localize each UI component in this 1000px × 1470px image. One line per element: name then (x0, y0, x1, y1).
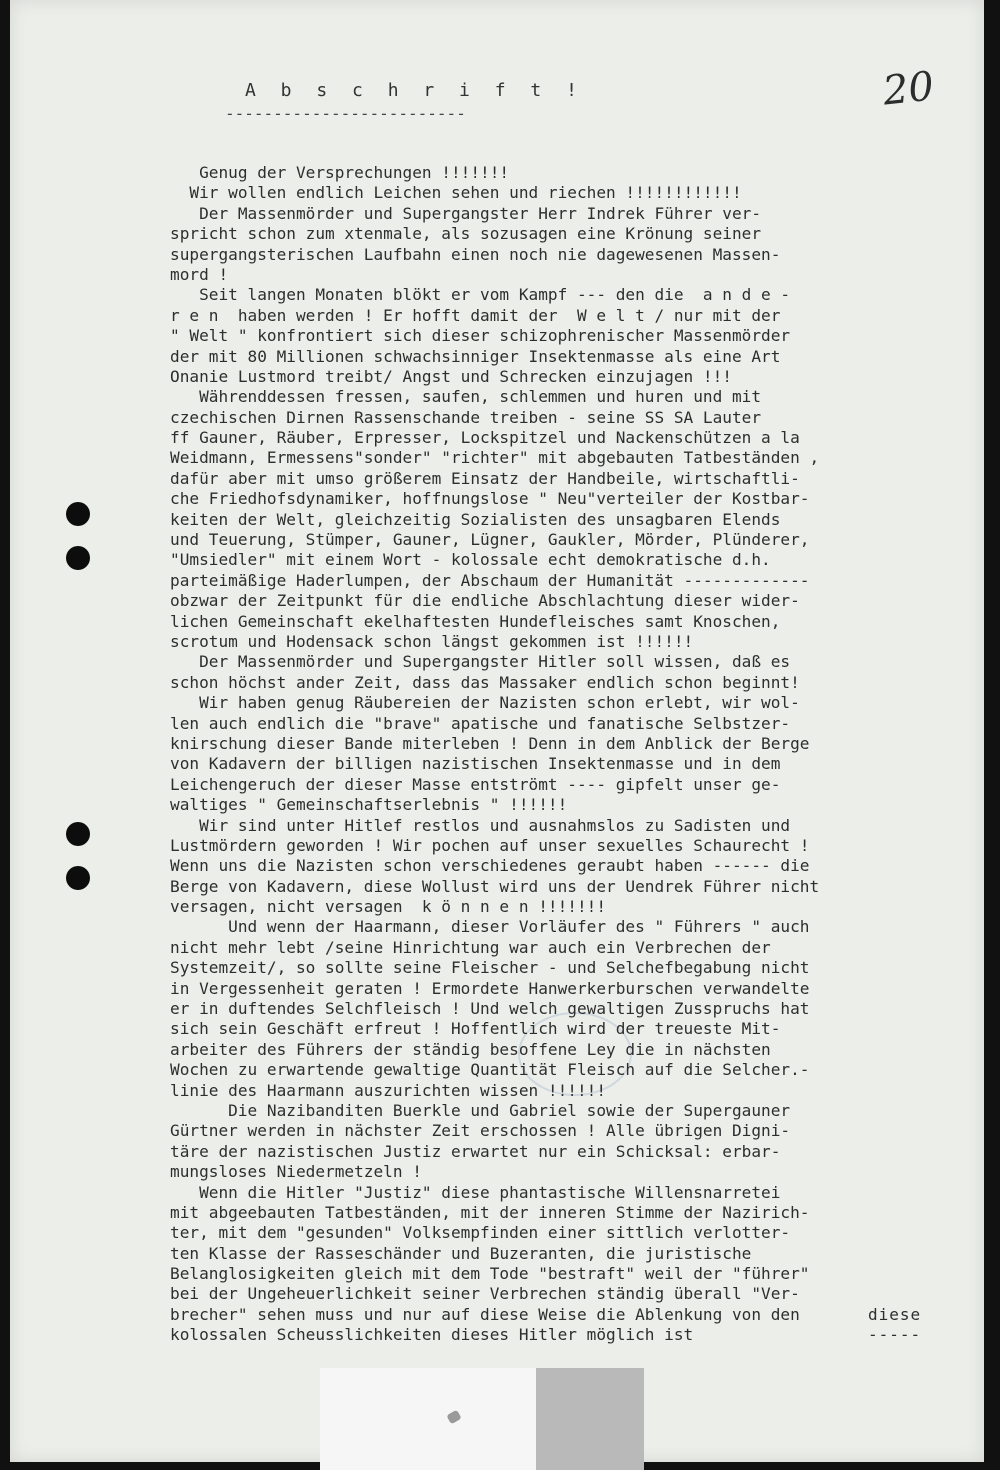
text-line: spricht schon zum xtenmale, als sozusagen eine Krönung seiner (170, 224, 762, 244)
text-line: parteimäßige Haderlumpen, der Abschaum der Humanität ------------- (170, 570, 810, 590)
document-title: A b s c h r i f t ! (245, 80, 584, 101)
text-line: Wir haben genug Räubereien der Nazisten schon erlebt, wir wol- (170, 693, 800, 713)
text-line: Seit langen Monaten blökt er vom Kampf --- den die a n d e - (170, 285, 791, 305)
text-line: Berge von Kadavern, diese Wollust wird uns der Uendrek Führer nicht (170, 876, 820, 896)
text-line: sich sein Geschäft erfreut ! Hoffentlich wird der treueste Mit- (170, 1019, 781, 1039)
text-line: mord ! (170, 264, 229, 284)
text-line: der mit 80 Millionen schwachsinniger Insektenmasse als eine Art (170, 346, 781, 366)
text-line: versagen, nicht versagen k ö n n e n !!!!!!! (170, 897, 607, 917)
text-line: mit abgeebauten Tatbeständen, mit der inneren Stimme der Nazirich- (170, 1202, 810, 1222)
catchword-text: diese (868, 1305, 922, 1324)
text-line: Weidmann, Ermessens"sonder" "richter" mit abgebauten Tatbeständen , (170, 448, 820, 468)
text-line: Belanglosigkeiten gleich mit dem Tode "bestraft" weil der "führer" (170, 1264, 810, 1284)
text-line: Die Nazibanditen Buerkle und Gabriel sowie der Supergauner (170, 1100, 791, 1120)
text-line: Währenddessen fressen, saufen, schlemmen und huren und mit (170, 387, 762, 407)
punch-hole (66, 866, 90, 890)
text-line: Wenn die Hitler "Justiz" diese phantastische Willensnarretei (170, 1182, 781, 1202)
catchword-underline: ----- (868, 1325, 922, 1344)
text-line: keiten der Welt, gleichzeitig Sozialisten des unsagbaren Elends (170, 509, 781, 529)
text-line: kolossalen Scheusslichkeiten dieses Hitler möglich ist (170, 1325, 694, 1345)
handwritten-folio-number: 20 (880, 63, 937, 115)
text-line: ff Gauner, Räuber, Erpresser, Lockspitzel und Nackenschützen a la (170, 428, 800, 448)
catchword (868, 1305, 921, 1345)
strip-white-panel (320, 1368, 536, 1470)
text-line: Der Massenmörder und Supergangster Herr Indrek Führer ver- (170, 203, 762, 223)
text-line: waltiges " Gemeinschaftserlebnis " !!!!!! (170, 795, 568, 815)
text-line: len auch endlich die "brave" apatische und fanatische Selbstzer- (170, 713, 791, 733)
text-line: Lustmördern geworden ! Wir pochen auf unser sexuelles Schaurecht ! (170, 835, 810, 855)
text-line: brecher" sehen muss und nur auf diese Weise die Ablenkung von den (170, 1304, 800, 1324)
text-line: mungsloses Niedermetzeln ! (170, 1162, 422, 1182)
text-line: che Friedhofsdynamiker, hoffnungslose " Neu"verteiler der Kostbar- (170, 489, 810, 509)
punch-hole (66, 822, 90, 846)
strip-gray-panel (536, 1368, 644, 1470)
text-line: knirschung dieser Bande miterleben ! Denn in dem Anblick der Berge (170, 733, 810, 753)
text-line: Leichengeruch der dieser Masse entströmt ---- gipfelt unser ge- (170, 774, 781, 794)
text-line: scrotum und Hodensack schon längst gekommen ist !!!!!! (170, 631, 694, 651)
text-line: Gürtner werden in nächster Zeit erschossen ! Alle übrigen Digni- (170, 1121, 791, 1141)
text-line: täre der nazistischen Justiz erwartet nur ein Schicksal: erbar- (170, 1141, 781, 1161)
text-line: er in duftendes Selchfleisch ! Und welch gewaltigen Zusspruchs hat (170, 999, 810, 1019)
text-line: Wir sind unter Hitlef restlos und ausnahmslos zu Sadisten und (170, 815, 791, 835)
text-line: lichen Gemeinschaft ekelhaftesten Hundefleisches samt Knoschen, (170, 611, 781, 631)
text-line: Wochen zu erwartende gewaltige Quantität Fleisch auf die Selcher.- (170, 1060, 810, 1080)
document-page (10, 0, 984, 1462)
text-line: bei der Ungeheuerlichkeit seiner Verbrechen ständig überall "Ver- (170, 1284, 800, 1304)
text-line: nicht mehr lebt /seine Hinrichtung war auch ein Verbrechen der (170, 937, 771, 957)
text-line: arbeiter des Führers der ständig besoffene Ley die in nächsten (170, 1039, 771, 1059)
text-line: r e n haben werden ! Er hofft damit der W e l t / nur mit der (170, 305, 781, 325)
text-line: Genug der Versprechungen !!!!!!! (170, 163, 510, 182)
archive-color-strip (320, 1368, 644, 1470)
typed-body-text (170, 163, 970, 1346)
text-line: ten Klasse der Rasseschänder und Buzeranten, die juristische (170, 1243, 752, 1263)
text-line: linie des Haarmann auszurichten wissen !!!!!! (170, 1080, 607, 1100)
text-line: von Kadavern der billigen nazistischen Insektenmasse und in dem (170, 754, 781, 774)
text-line: czechischen Dirnen Rassenschande treiben - seine SS SA Lauter (170, 407, 762, 427)
text-line: in Vergessenheit geraten ! Ermordete Hanwerkerburschen verwandelte (170, 978, 810, 998)
text-line: supergangsterischen Laufbahn einen noch nie dagewesenen Massen- (170, 244, 781, 264)
text-line: Wir wollen endlich Leichen sehen und riechen !!!!!!!!!!!! (170, 183, 742, 203)
text-line: "Umsiedler" mit einem Wort - kolossale echt demokratische d.h. (170, 550, 771, 570)
punch-hole (66, 546, 90, 570)
text-line: Systemzeit/, so sollte seine Fleischer - und Selchefbegabung nicht (170, 958, 810, 978)
text-line: ter, mit dem "gesunden" Volksempfinden einer sittlich verlotter- (170, 1223, 791, 1243)
title-underline: ------------------------- (225, 104, 466, 123)
text-line: dafür aber mit umso größerem Einsatz der Handbeile, wirtschaftli- (170, 468, 800, 488)
text-line: und Teuerung, Stümper, Gauner, Lügner, Gaukler, Mörder, Plünderer, (170, 530, 810, 550)
text-line: Der Massenmörder und Supergangster Hitler soll wissen, daß es (170, 652, 791, 672)
text-line: Und wenn der Haarmann, dieser Vorläufer des " Führers " auch (170, 917, 810, 937)
text-line: schon höchst ander Zeit, dass das Massaker endlich schon beginnt! (170, 672, 800, 692)
punch-hole (66, 502, 90, 526)
text-line: obzwar der Zeitpunkt für die endliche Abschlachtung dieser wider- (170, 591, 800, 611)
text-line: " Welt " konfrontiert sich dieser schizophrenischer Massenmörder (170, 326, 791, 346)
text-line: Wenn uns die Nazisten schon verschiedenes geraubt haben ------ die (170, 856, 810, 876)
text-line: Onanie Lustmord treibt/ Angst und Schrecken einzujagen !!! (170, 366, 732, 386)
